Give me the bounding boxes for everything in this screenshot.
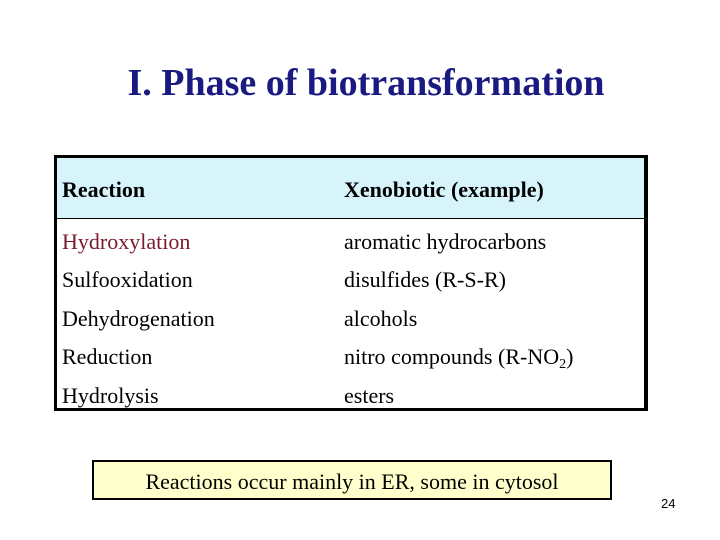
row-reduction-reaction: Reduction xyxy=(62,344,153,369)
row-hydroxylation-reaction: Hydroxylation xyxy=(62,229,191,254)
row-sulfooxidation-reaction: Sulfooxidation xyxy=(62,267,193,292)
row-dehydrogenation-reaction: Dehydrogenation xyxy=(62,306,215,331)
row-dehydrogenation-xenobiotic: alcohols xyxy=(344,306,418,331)
row-hydroxylation-xenobiotic: aromatic hydrocarbons xyxy=(344,229,547,254)
nitro-tail-text: ) xyxy=(566,344,574,369)
note-box: Reactions occur mainly in ER, some in cytosol xyxy=(92,460,612,500)
page-number: 24 xyxy=(661,496,676,511)
nitro-subscript: 2 xyxy=(559,357,567,372)
header-reaction: Reaction xyxy=(62,177,146,202)
row-reduction-xenobiotic xyxy=(344,343,573,371)
header-xenobiotic: Xenobiotic (example) xyxy=(344,177,544,202)
row-sulfooxidation-xenobiotic: disulfides (R-S-R) xyxy=(344,267,506,292)
nitro-main-text: nitro compounds (R-NO xyxy=(344,344,560,369)
slide-title: I. Phase of biotransformation xyxy=(127,62,605,104)
reactions-table xyxy=(54,155,648,411)
row-hydrolysis-reaction: Hydrolysis xyxy=(62,383,159,408)
table-header-row xyxy=(57,158,644,219)
row-hydrolysis-xenobiotic: esters xyxy=(344,383,395,408)
